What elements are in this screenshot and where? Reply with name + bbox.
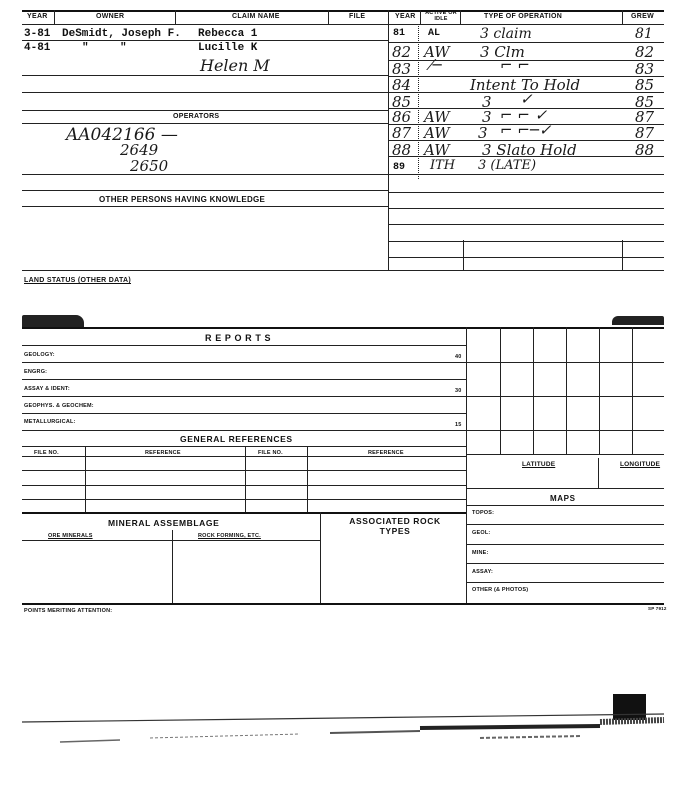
col-header-claim-name: CLAIM NAME xyxy=(232,13,280,20)
check-mark-icon: ⌐ ⌐ xyxy=(500,56,530,74)
activity-status: AL xyxy=(428,28,441,39)
activity-status: AW xyxy=(424,108,450,126)
associated-rock-types-label: ASSOCIATED ROCK TYPES xyxy=(349,516,441,536)
activity-type: 3 xyxy=(482,108,492,126)
reports-title: R E P O R T S xyxy=(205,333,272,343)
general-references-title: GENERAL REFERENCES xyxy=(180,434,293,444)
check-mark-icon: ⁄─ xyxy=(430,56,442,74)
activity-type: 3 Clm xyxy=(480,43,525,61)
col-header-grew: GREW xyxy=(631,13,654,20)
check-mark-icon: ✓ xyxy=(520,90,533,108)
activity-status: ITH xyxy=(430,158,456,173)
activity-type: 3 (LATE) xyxy=(478,158,537,173)
map-row-label: GEOL: xyxy=(472,530,491,536)
activity-type: 3 Slato Hold xyxy=(482,141,577,159)
scan-artifact-right xyxy=(612,316,664,325)
activity-grew: 88 xyxy=(635,141,655,159)
map-row-label: MINE: xyxy=(472,550,489,556)
operator-number-1: AA042166 — xyxy=(66,125,178,145)
col-header-active-idle: ACTIVE OR IDLE xyxy=(425,10,457,22)
handwritten-claim-name: Helen M xyxy=(200,56,270,75)
activity-grew: 82 xyxy=(635,43,655,61)
owner-row-name: " xyxy=(82,42,89,54)
activity-type: Intent To Hold xyxy=(470,76,581,94)
map-row-label: OTHER (& PHOTOS) xyxy=(472,587,529,593)
activity-grew: 85 xyxy=(635,93,655,111)
form-number: SP 7912 xyxy=(648,606,667,611)
operators-label: OPERATORS xyxy=(173,113,220,120)
owner-row-claim: Rebecca 1 xyxy=(198,28,258,40)
report-row-label: ASSAY & IDENT: xyxy=(24,386,70,392)
owner-row-year: 3-81 xyxy=(24,28,51,40)
col-header-file: FILE xyxy=(349,13,366,20)
check-mark-icon: ⌐ ⌐─✓ xyxy=(500,121,552,139)
activity-status: AW xyxy=(424,43,450,61)
ref-col-header: REFERENCE xyxy=(368,450,404,456)
ore-minerals-label: ORE MINERALS xyxy=(48,533,93,539)
activity-grew: 85 xyxy=(635,76,655,94)
activity-grew: 83 xyxy=(635,60,655,78)
report-row-code: 40 xyxy=(455,354,462,360)
activity-year: 88 xyxy=(392,141,412,159)
report-row-label: ENGRG: xyxy=(24,369,48,375)
ref-col-header: FILE NO. xyxy=(258,450,283,456)
map-row-label: TOPOS: xyxy=(472,510,495,516)
activity-type: 3 xyxy=(482,93,492,111)
mineral-assemblage-title: MINERAL ASSEMBLAGE xyxy=(108,518,220,528)
check-mark-icon: ⌐ ⌐ ✓ xyxy=(500,106,548,124)
activity-grew: 87 xyxy=(635,124,655,142)
operator-number-3: 2650 xyxy=(130,157,169,175)
activity-grew: 87 xyxy=(635,108,655,126)
operator-number-2: 2649 xyxy=(120,141,159,159)
activity-year: 84 xyxy=(392,76,412,94)
report-row-code: 15 xyxy=(455,422,462,428)
other-persons-label: OTHER PERSONS HAVING KNOWLEDGE xyxy=(99,195,266,204)
land-status-label: LAND STATUS (OTHER DATA) xyxy=(24,277,132,284)
scan-noise-band xyxy=(0,700,678,760)
activity-type: 3 claim xyxy=(480,26,532,42)
activity-year: 81 xyxy=(393,28,406,39)
report-row-code: 30 xyxy=(455,388,462,394)
activity-year: 87 xyxy=(392,124,412,142)
report-row-label: GEOLOGY: xyxy=(24,352,55,358)
latitude-label: LATITUDE xyxy=(522,461,556,468)
activity-year: 83 xyxy=(392,60,412,78)
rock-forming-label: ROCK FORMING, ETC. xyxy=(198,533,261,539)
activity-status: AW xyxy=(424,124,450,142)
longitude-label: LONGITUDE xyxy=(620,461,661,468)
col-header-year: YEAR xyxy=(27,13,48,20)
report-row-label: METALLURGICAL: xyxy=(24,419,76,425)
owner-ditto-mark: " xyxy=(120,42,127,54)
activity-status: AW xyxy=(424,141,450,159)
ref-col-header: FILE NO. xyxy=(34,450,59,456)
activity-year: 82 xyxy=(392,43,412,61)
activity-grew: 81 xyxy=(635,26,653,42)
col-header-type-of-operation: TYPE OF OPERATION xyxy=(484,13,563,20)
maps-title: MAPS xyxy=(550,494,576,503)
points-meriting-attention-label: POINTS MERITING ATTENTION: xyxy=(24,608,113,614)
col-header-owner: OWNER xyxy=(96,13,125,20)
owner-row-name: DeSmidt, Joseph F. xyxy=(62,28,181,40)
owner-row-claim: Lucille K xyxy=(198,42,258,54)
activity-year: 89 xyxy=(393,162,406,173)
ref-col-header: REFERENCE xyxy=(145,450,181,456)
map-row-label: ASSAY: xyxy=(472,569,494,575)
activity-year: 85 xyxy=(392,93,412,111)
activity-year: 86 xyxy=(392,108,412,126)
col-header-year-activity: YEAR xyxy=(395,13,416,20)
report-row-label: GEOPHYS. & GEOCHEM: xyxy=(24,403,94,409)
activity-type: 3 xyxy=(478,124,488,142)
scan-artifact-left xyxy=(22,315,84,327)
owner-row-year: 4-81 xyxy=(24,42,51,54)
